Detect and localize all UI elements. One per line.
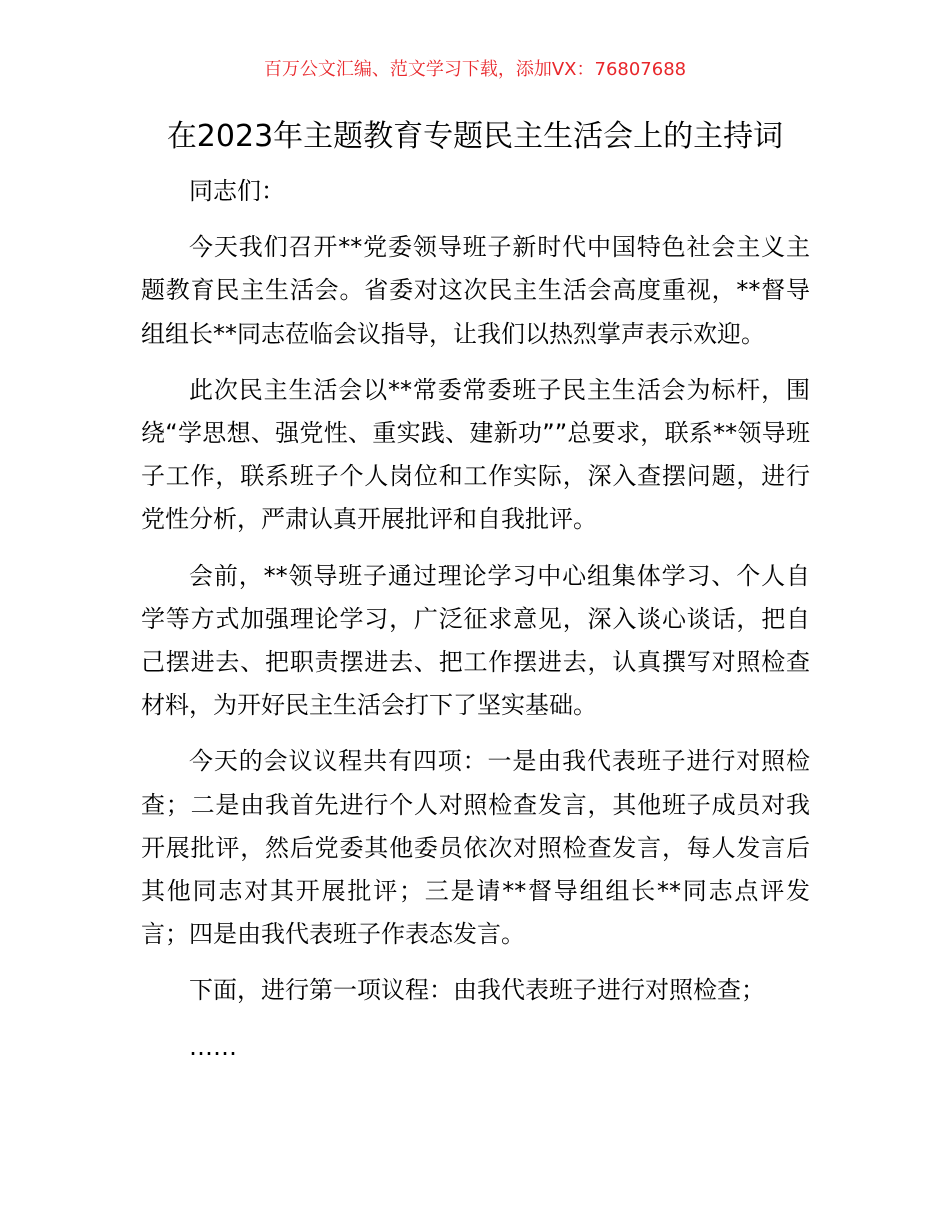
document-title: 在2023年主题教育专题民主生活会上的主持词 — [166, 119, 784, 154]
paragraph-1: 今天我们召开**党委领导班子新时代中国特色社会主义主题教育民主生活会。省委对这次民主生活会高度重视，**督导组组长**同志莅临会议指导，让我们以热烈掌声表示欢迎。 — [141, 233, 810, 348]
ellipsis: …… — [189, 1032, 237, 1061]
document-body — [141, 170, 810, 1082]
paragraph-2: 此次民主生活会以**常委常委班子民主生活会为标杆，围绕“学思想、强党性、重实践、建新功””总要求，联系**领导班子工作，联系班子个人岗位和工作实际，深入查摆问题，进行党性分析，严肃认真开展批评和自我批评。 — [141, 375, 810, 534]
paragraph-3: 会前，**领导班子通过理论学习中心组集体学习、个人自学等方式加强理论学习，广泛征求意见，深入谈心谈话，把自己摆进去、把职责摆进去、把工作摆进去，认真撰写对照检查材料，为开好民主生活会打下了坚实基础。 — [141, 561, 810, 720]
header-banner: 百万公文汇编、范文学习下载，添加VX：76807688 — [263, 59, 687, 80]
paragraph-5: 下面，进行第一项议程：由我代表班子进行对照检查； — [189, 976, 765, 1005]
salutation: 同志们： — [189, 177, 285, 205]
paragraph-4: 今天的会议议程共有四项：一是由我代表班子进行对照检查；二是由我首先进行个人对照检查发言，其他班子成员对我开展批评，然后党委其他委员依次对照检查发言，每人发言后其他同志对其开展批评；三是请**督导组组长**同志点评发言；四是由我代表班子作表态发言。 — [141, 747, 810, 949]
